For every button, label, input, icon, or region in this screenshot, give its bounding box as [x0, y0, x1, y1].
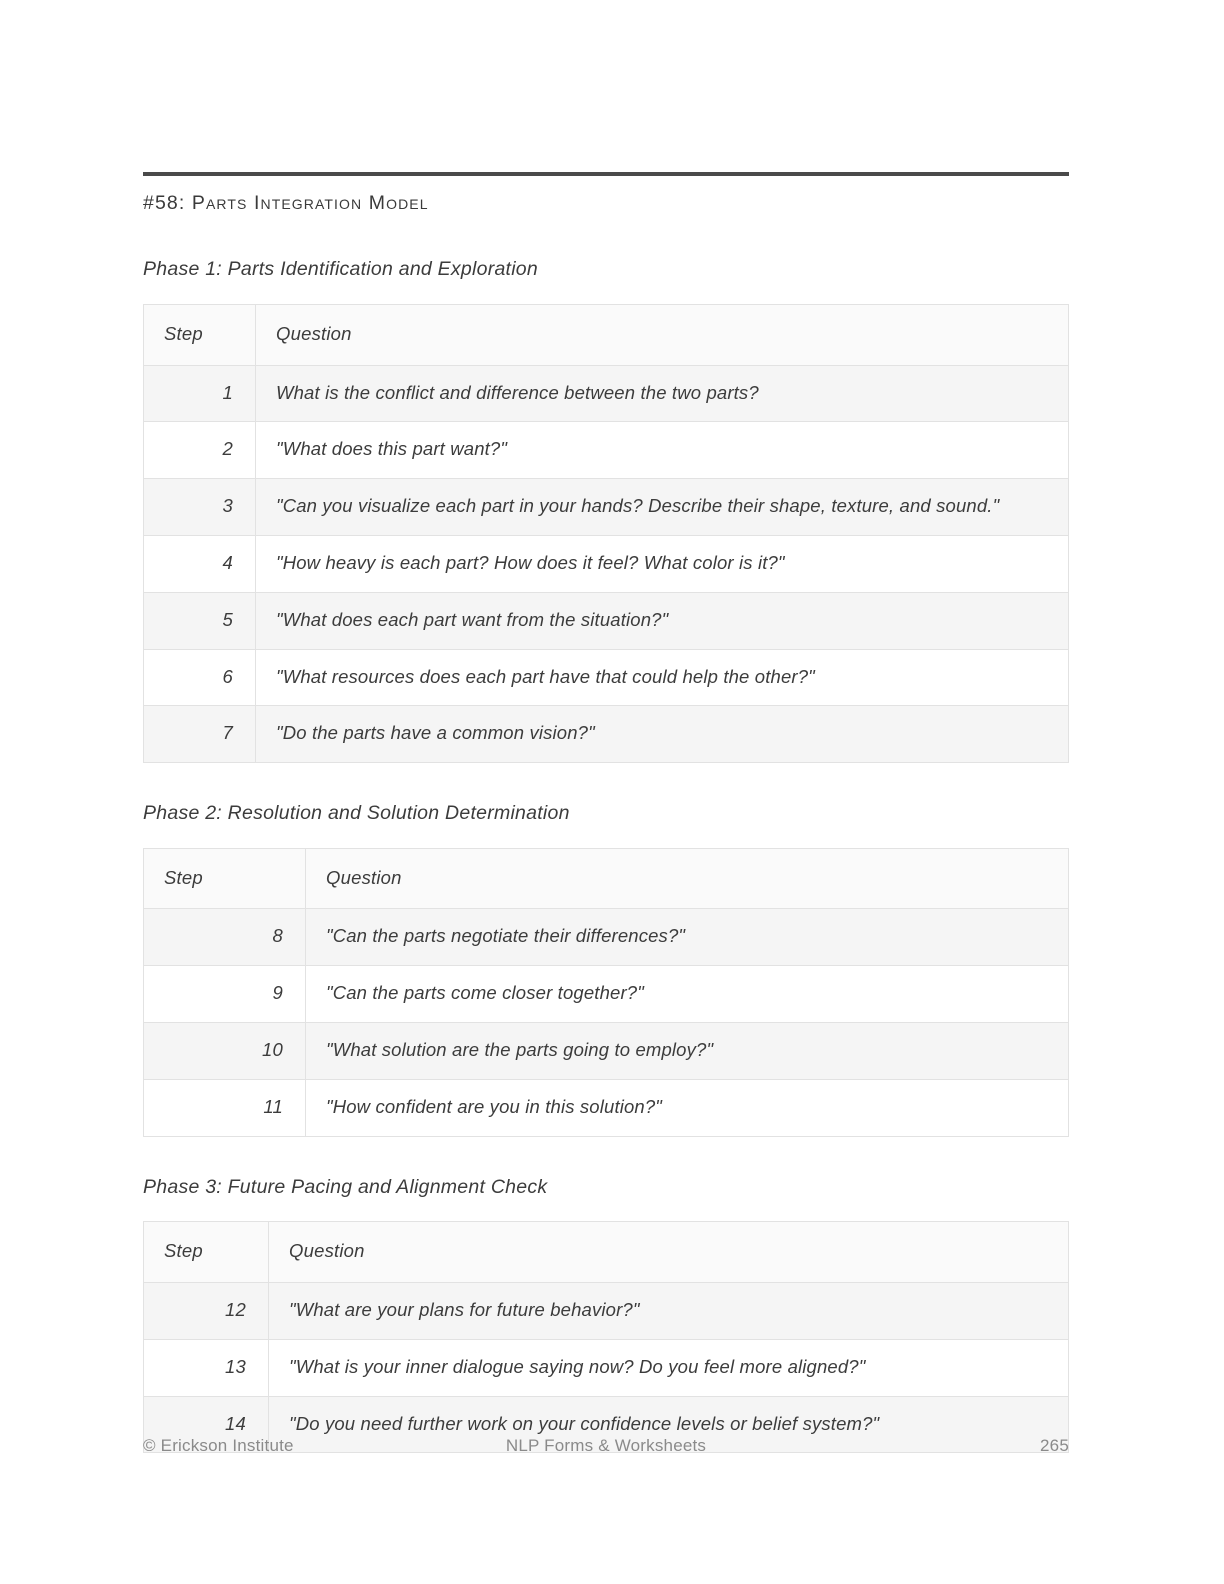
table-header-row: [144, 1222, 1069, 1283]
column-header-step: Step: [144, 1222, 269, 1283]
title-rule: [143, 172, 1069, 176]
table-row: [144, 1079, 1069, 1136]
cell-question: What is the conflict and difference between the two parts?: [256, 365, 1069, 422]
questions-table-phase-2: [143, 848, 1069, 1137]
cell-question: "Can the parts come closer together?": [306, 966, 1069, 1023]
column-header-step: Step: [144, 304, 256, 365]
table-row: [144, 1023, 1069, 1080]
table-row: [144, 909, 1069, 966]
cell-question: "Do the parts have a common vision?": [256, 706, 1069, 763]
page-content: [143, 172, 1069, 1491]
table-row: [144, 592, 1069, 649]
footer-document-name: NLP Forms & Worksheets: [505, 1436, 707, 1455]
cell-step: 8: [144, 909, 306, 966]
cell-question: "What does each part want from the situation?": [256, 592, 1069, 649]
cell-question: "What is your inner dialogue saying now? Do you feel more aligned?": [269, 1339, 1069, 1396]
cell-step: 13: [144, 1339, 269, 1396]
footer-page-number: 265: [1040, 1436, 1069, 1455]
table-row: [144, 422, 1069, 479]
cell-question: "What are your plans for future behavior?": [269, 1282, 1069, 1339]
section-heading-phase-1: Phase 1: Parts Identification and Exploration: [143, 258, 538, 281]
section-heading-phase-2: Phase 2: Resolution and Solution Determination: [143, 802, 570, 825]
cell-question: "Do you need further work on your confidence levels or belief system?": [269, 1396, 1069, 1453]
cell-question: "How heavy is each part? How does it feel? What color is it?": [256, 536, 1069, 593]
cell-step: 1: [144, 365, 256, 422]
table-row: [144, 479, 1069, 536]
cell-step: 6: [144, 649, 256, 706]
questions-table-phase-3: [143, 1221, 1069, 1453]
cell-question: "Can you visualize each part in your hands? Describe their shape, texture, and sound.": [256, 479, 1069, 536]
cell-step: 5: [144, 592, 256, 649]
footer-copyright: © Erickson Institute: [143, 1436, 294, 1455]
cell-question: "What resources does each part have that could help the other?": [256, 649, 1069, 706]
column-header-step: Step: [144, 848, 306, 909]
column-header-question: Question: [269, 1222, 1069, 1283]
cell-step: 7: [144, 706, 256, 763]
table-row: [144, 536, 1069, 593]
table-header-row: [144, 848, 1069, 909]
cell-question: "How confident are you in this solution?": [306, 1079, 1069, 1136]
column-header-question: Question: [256, 304, 1069, 365]
table-header-row: [144, 304, 1069, 365]
table-row: [144, 1282, 1069, 1339]
cell-question: "What does this part want?": [256, 422, 1069, 479]
column-header-question: Question: [306, 848, 1069, 909]
cell-step: 14: [144, 1396, 269, 1453]
questions-table-phase-1: [143, 304, 1069, 764]
table-row: [144, 706, 1069, 763]
page-title: #58: Parts Integration Model: [143, 192, 429, 214]
table-row: [144, 649, 1069, 706]
cell-step: 11: [144, 1079, 306, 1136]
cell-step: 2: [144, 422, 256, 479]
cell-step: 12: [144, 1282, 269, 1339]
table-row: [144, 966, 1069, 1023]
cell-step: 9: [144, 966, 306, 1023]
table-row: [144, 365, 1069, 422]
cell-step: 10: [144, 1023, 306, 1080]
cell-question: "What solution are the parts going to employ?": [306, 1023, 1069, 1080]
section-heading-phase-3: Phase 3: Future Pacing and Alignment Check: [143, 1175, 548, 1198]
cell-question: "Can the parts negotiate their differences?": [306, 909, 1069, 966]
cell-step: 4: [144, 536, 256, 593]
table-row: [144, 1339, 1069, 1396]
cell-step: 3: [144, 479, 256, 536]
page-footer: [143, 1436, 1069, 1462]
